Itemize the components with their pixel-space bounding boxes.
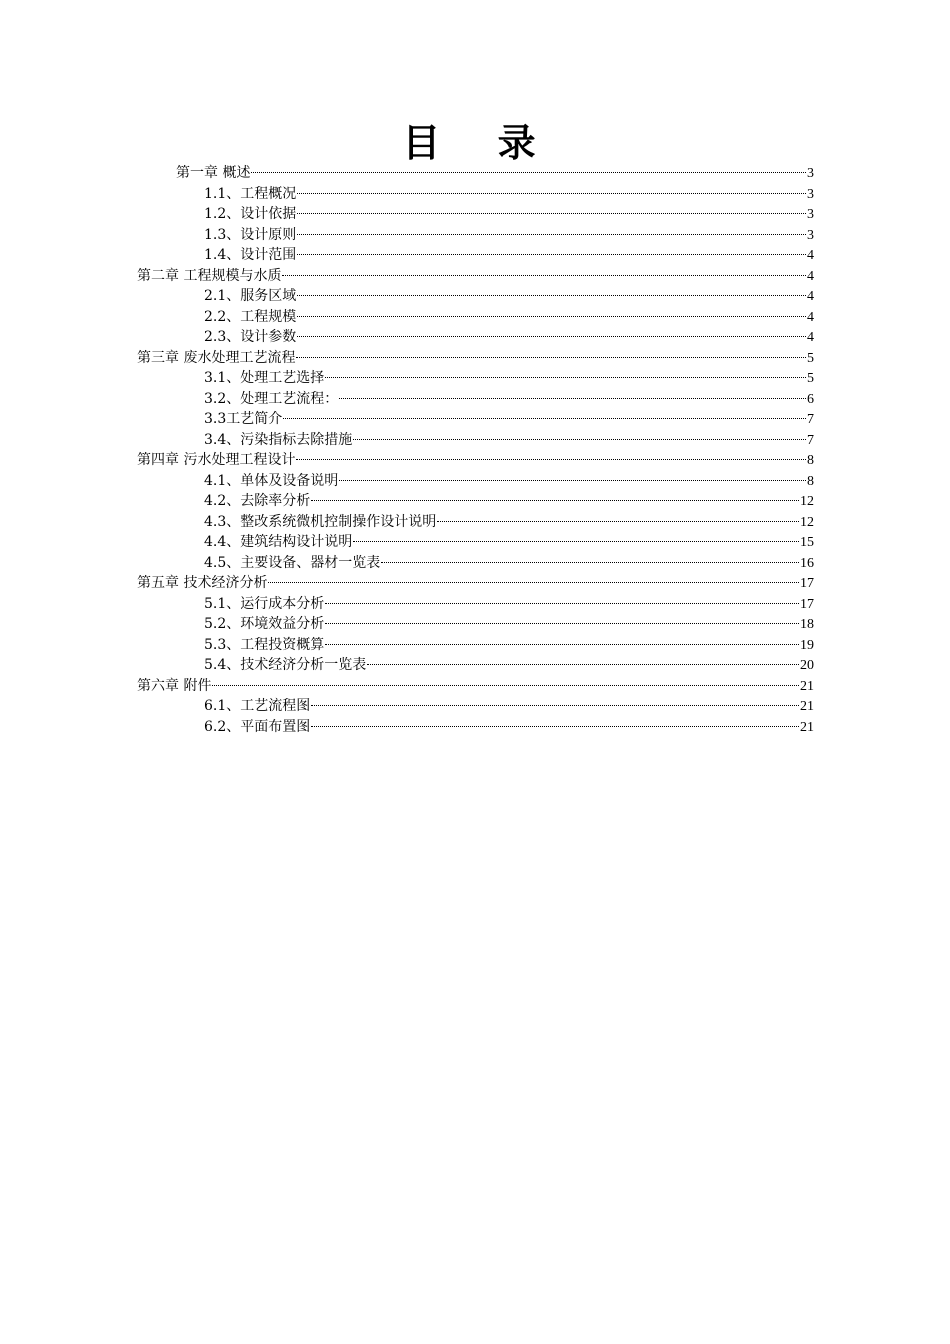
toc-section-entry[interactable] [204, 184, 814, 204]
toc-entry-title: 2.1、服务区域 [204, 288, 297, 304]
toc-dot-leader [212, 685, 799, 686]
toc-page-number: 18 [800, 617, 814, 632]
toc-page-number: 19 [800, 637, 814, 653]
toc-dot-leader [311, 705, 799, 706]
toc-dot-leader [282, 275, 806, 276]
toc-section-entry[interactable] [204, 553, 814, 573]
toc-dot-leader [353, 439, 806, 440]
page-title: 目 录 [402, 121, 558, 165]
toc-entry-title: 1.3、设计原则 [204, 226, 297, 243]
toc-page-number: 4 [807, 309, 814, 325]
toc-chapter-entry[interactable] [137, 266, 814, 286]
toc-page-number: 12 [800, 514, 814, 530]
toc-entry-title: 4.3、整改系统微机控制操作设计说明 [204, 513, 437, 530]
toc-dot-leader [297, 254, 806, 255]
toc-dot-leader [296, 357, 806, 358]
toc-page-number: 4 [807, 248, 814, 263]
toc-dot-leader [339, 480, 806, 481]
toc-page-number: 8 [807, 473, 814, 489]
toc-entry-title: 第四章 污水处理工程设计 [137, 452, 296, 468]
toc-dot-leader [297, 213, 806, 214]
toc-section-entry[interactable] [204, 409, 814, 429]
toc-section-entry[interactable] [204, 594, 814, 614]
toc-page-number: 21 [800, 699, 814, 714]
toc-chapter-entry[interactable] [137, 676, 814, 696]
toc-entry-title: 4.5、主要设备、器材一览表 [204, 554, 381, 571]
toc-section-entry[interactable] [204, 696, 814, 716]
toc-entry-title: 第六章 附件 [137, 677, 212, 694]
toc-entry-title: 6.1、工艺流程图 [204, 698, 311, 714]
toc-section-entry[interactable] [204, 204, 814, 224]
toc-entry-title: 1.1、工程概况 [204, 185, 297, 202]
toc-entry-title: 3.3工艺简介 [204, 411, 283, 427]
toc-section-entry[interactable] [204, 635, 814, 655]
toc-page-number: 8 [807, 453, 814, 468]
toc-page-number: 16 [800, 555, 814, 571]
toc-section-entry[interactable] [204, 471, 814, 491]
toc-entry-title: 第三章 废水处理工艺流程 [137, 349, 296, 366]
toc-page-number: 3 [807, 207, 814, 222]
toc-section-entry[interactable] [204, 614, 814, 634]
toc-section-entry[interactable] [204, 512, 814, 532]
toc-page-number: 21 [800, 678, 814, 694]
toc-entry-title: 2.3、设计参数 [204, 329, 297, 345]
toc-dot-leader [367, 664, 799, 665]
toc-page-number: 15 [800, 535, 814, 550]
toc-page-number: 21 [800, 719, 814, 735]
toc-section-entry[interactable] [204, 430, 814, 450]
toc-entry-title: 3.2、处理工艺流程： [204, 390, 339, 407]
toc-page-number: 5 [807, 371, 814, 386]
toc-section-entry[interactable] [204, 532, 814, 552]
toc-dot-leader [353, 541, 799, 542]
toc-dot-leader [339, 398, 806, 399]
toc-page-number: 4 [807, 268, 814, 284]
toc-section-entry[interactable] [204, 225, 814, 245]
toc-section-entry[interactable] [204, 245, 814, 265]
toc-dot-leader [311, 500, 799, 501]
toc-entry-title: 6.2、平面布置图 [204, 718, 311, 735]
toc-dot-leader [325, 377, 806, 378]
toc-dot-leader [296, 459, 806, 460]
toc-dot-leader [325, 603, 799, 604]
toc-entry-title: 5.4、技术经济分析一览表 [204, 657, 367, 673]
toc-dot-leader [297, 193, 806, 194]
toc-entry-title: 4.1、单体及设备说明 [204, 472, 339, 489]
toc-entry-title: 4.4、建筑结构设计说明 [204, 534, 353, 550]
toc-chapter-entry[interactable] [137, 348, 814, 368]
toc-entry-title: 第一章 概述 [176, 165, 251, 181]
toc-entry-title: 3.1、处理工艺选择 [204, 370, 325, 386]
toc-page-number: 6 [807, 391, 814, 407]
toc-page-number: 7 [807, 412, 814, 427]
toc-entry-title: 1.2、设计依据 [204, 206, 297, 222]
toc-dot-leader [297, 234, 806, 235]
toc-entry-title: 4.2、去除率分析 [204, 493, 311, 509]
toc-entry-title: 1.4、设计范围 [204, 247, 297, 263]
toc-section-entry[interactable] [204, 286, 814, 306]
toc-page-number: 3 [807, 186, 814, 202]
toc-page-number: 7 [807, 432, 814, 448]
toc-dot-leader [297, 336, 806, 337]
toc-chapter-entry[interactable] [137, 573, 814, 593]
toc-section-entry[interactable] [204, 307, 814, 327]
toc-entry-title: 5.3、工程投资概算 [204, 636, 325, 653]
toc-page-number: 3 [807, 166, 814, 181]
toc-section-entry[interactable] [204, 368, 814, 388]
toc-page-number: 12 [800, 494, 814, 509]
toc-page-number: 17 [800, 596, 814, 612]
toc-dot-leader [325, 623, 799, 624]
toc-page-number: 20 [800, 658, 814, 673]
toc-section-entry[interactable] [204, 717, 814, 737]
toc-entry-title: 5.1、运行成本分析 [204, 595, 325, 612]
toc-section-entry[interactable] [204, 327, 814, 347]
toc-chapter-entry[interactable] [176, 163, 814, 183]
toc-section-entry[interactable] [204, 491, 814, 511]
toc-entry-title: 3.4、污染指标去除措施 [204, 431, 353, 448]
toc-chapter-entry[interactable] [137, 450, 814, 470]
toc-dot-leader [268, 582, 799, 583]
toc-entry-title: 第二章 工程规模与水质 [137, 267, 282, 284]
toc-page-number: 4 [807, 330, 814, 345]
toc-dot-leader [311, 726, 799, 727]
toc-entry-title: 第五章 技术经济分析 [137, 575, 268, 591]
toc-section-entry[interactable] [204, 389, 814, 409]
toc-dot-leader [437, 521, 799, 522]
toc-dot-leader [283, 418, 806, 419]
toc-dot-leader [297, 316, 806, 317]
toc-entry-title: 2.2、工程规模 [204, 308, 297, 325]
toc-page-number: 4 [807, 289, 814, 304]
toc-entry-title: 5.2、环境效益分析 [204, 616, 325, 632]
toc-section-entry[interactable] [204, 655, 814, 675]
toc-page-number: 5 [807, 350, 814, 366]
toc-dot-leader [297, 295, 806, 296]
toc-page-number: 17 [800, 576, 814, 591]
toc-dot-leader [325, 644, 799, 645]
toc-dot-leader [251, 172, 806, 173]
toc-dot-leader [381, 562, 799, 563]
toc-page-number: 3 [807, 227, 814, 243]
